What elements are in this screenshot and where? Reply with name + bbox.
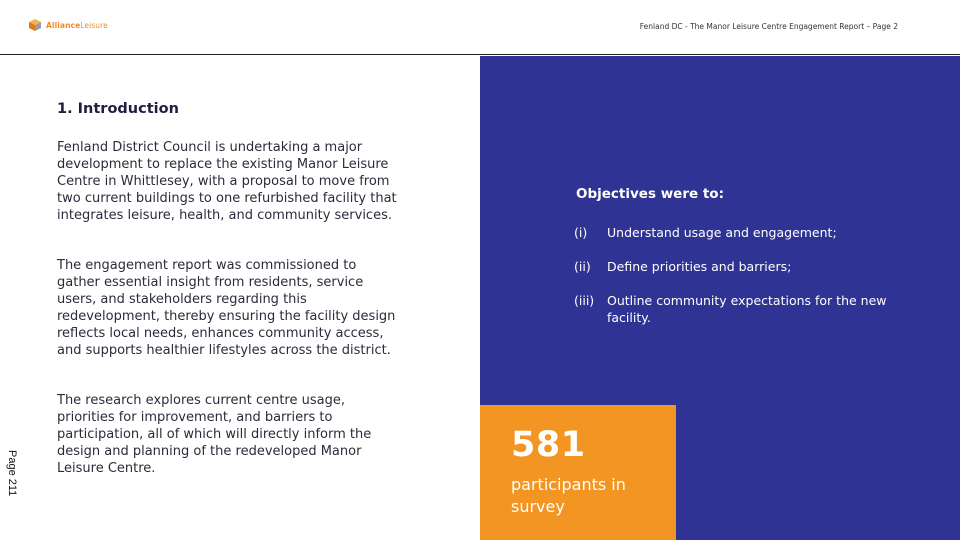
objective-number: (i) — [574, 225, 588, 240]
objectives-heading: Objectives were to: — [576, 186, 724, 202]
objective-number: (ii) — [574, 259, 591, 274]
brand-name: AllianceLeisure — [46, 20, 108, 30]
intro-paragraph-2: The engagement report was commissioned to gather essential insight from residents, service users, and stakeholders regarding this redevelopment, thereby ensuring the facility design reflects local needs, enhances community access, and supports healthier lifestyles across the district. — [57, 258, 396, 358]
objective-text: Outline community expectations for the new facility. — [607, 293, 887, 325]
section-heading: 1. Introduction — [57, 101, 179, 117]
introduction-section — [0, 56, 480, 540]
participants-count: 581 — [511, 425, 586, 465]
page-header — [0, 0, 960, 55]
brand-logo — [28, 18, 108, 32]
objectives-list — [574, 224, 894, 326]
objective-item — [574, 258, 894, 275]
cube-logo-icon — [28, 18, 42, 32]
participants-stat-box — [480, 405, 676, 540]
intro-paragraph-1: Fenland District Council is undertaking a major development to replace the existing Manor Leisure Centre in Whittlesey, with a proposal to move from two current buildings to one refurbished facility that integrates leisure, health, and community services. — [57, 140, 397, 223]
objective-text: Define priorities and barriers; — [607, 259, 792, 274]
objective-item — [574, 292, 894, 326]
report-title: Fenland DC - The Manor Leisure Centre Engagement Report – Page 2 — [639, 22, 898, 31]
intro-paragraph-3: The research explores current centre usage, priorities for improvement, and barriers to participation, all of which will directly inform the design and planning of the redeveloped Manor Leisure Centre. — [57, 393, 372, 476]
page-number: Page 211 — [6, 450, 18, 497]
participants-label: participants in survey — [511, 475, 626, 516]
objective-text: Understand usage and engagement; — [607, 225, 837, 240]
objective-item — [574, 224, 894, 241]
objective-number: (iii) — [574, 293, 595, 308]
